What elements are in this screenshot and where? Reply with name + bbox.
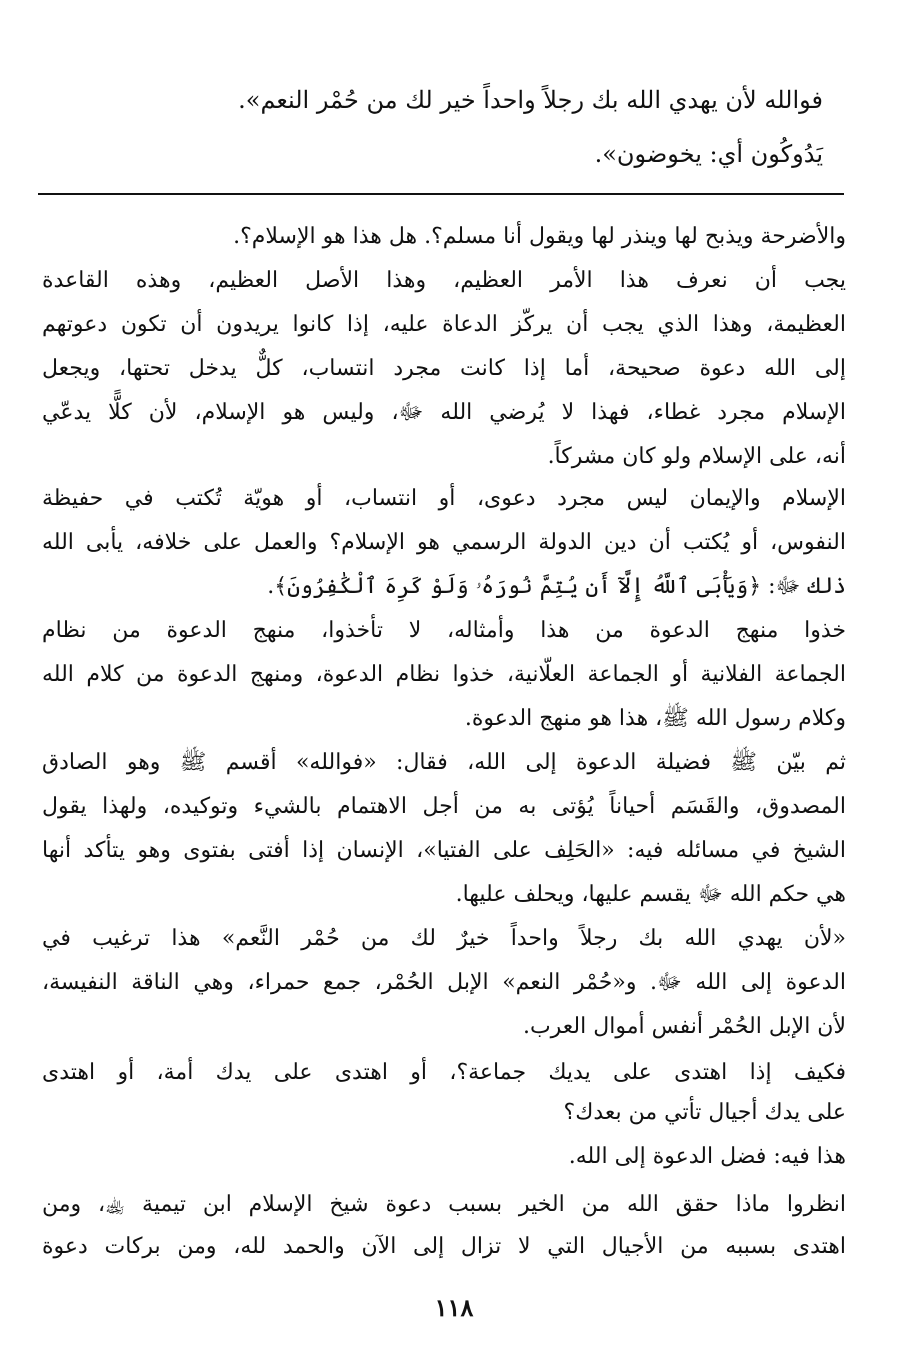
page-number: ١١٨ [434, 1293, 474, 1322]
body-line: أنه، على الإسلام ولو كان مشركاً. [547, 444, 846, 469]
body-line: لأن الإبل الحُمْر أنفس أموال العرب. [522, 1014, 846, 1039]
body-line: المصدوق، والقَسَم أحياناً يُؤتى به من أجل الاهتمام بالشيء وتوكيده، ولهذا يقول [42, 794, 846, 819]
body-line: ثم بيّن ﷺ فضيلة الدعوة إلى الله، فقال: «فوالله» أقسم ﷺ وهو الصادق [42, 750, 846, 775]
body-line: على يدك أجيال تأتي من بعدك؟ [563, 1100, 846, 1125]
body-line: إلى الله دعوة صحيحة، أما إذا كانت مجرد انتساب، كلٌّ يدخل تحتها، ويجعل [42, 356, 846, 381]
body-line: النفوس، أو يُكتب أن دين الدولة الرسمي هو الإسلام؟ والعمل على خلافه، يأبى الله [42, 530, 846, 555]
body-line: الدعوة إلى الله ﷻ. و«حُمْر النعم» الإبل الحُمْر، جمع حمراء، وهي الناقة النفيسة، [42, 970, 846, 995]
body-line: الإسلام والإيمان ليس مجرد دعوى، أو انتساب، أو هويّة تُكتب في حفيظة [42, 486, 846, 511]
body-line: والأضرحة ويذبح لها وينذر لها ويقول أنا مسلم؟. هل هذا هو الإسلام؟. [233, 224, 846, 249]
body-line: الإسلام مجرد غطاء، فهذا لا يُرضي الله ﷻ، وليس هو الإسلام، لأن كلًّا يدعّي [42, 400, 846, 425]
body-line: ذلك ﷻ: ﴿وَيَأْبَى ٱللَّهُ إِلَّآ أَن يُتِمَّ نُورَهُۥ وَلَوْ كَرِهَ ٱلْكَٰفِرُونَ﴾. [267, 574, 846, 599]
footnote-separator [38, 193, 844, 195]
body-line: الشيخ في مسائله فيه: «الحَلِف على الفتيا»، الإنسان إذا أفتى بفتوى وهو يتأكد أنها [42, 838, 846, 863]
body-line: خذوا منهج الدعوة من هذا وأمثاله، لا تأخذوا، منهج الدعوة من نظام [42, 618, 846, 643]
footnote-line: فوالله لأن يهدي الله بك رجلاً واحداً خير لك من حُمْر النعم». [238, 86, 823, 114]
body-line: «لأن يهدي الله بك رجلاً واحداً خيرٌ لك من حُمْر النَّعم» هذا ترغيب في [42, 926, 846, 951]
body-line: العظيمة، وهذا الذي يجب أن يركّز الدعاة عليه، إذا كانوا يريدون أن تكون دعوتهم [42, 312, 846, 337]
body-line: الجماعة الفلانية أو الجماعة العلّانية، خذوا نظام الدعوة، ومنهج الدعوة من كلام الله [42, 662, 846, 687]
body-line: انظروا ماذا حقق الله من الخير بسبب دعوة شيخ الإسلام ابن تيمية ﵀، ومن [42, 1192, 846, 1217]
body-line: وكلام رسول الله ﷺ، هذا هو منهج الدعوة. [464, 706, 846, 731]
body-line: هذا فيه: فضل الدعوة إلى الله. [568, 1144, 846, 1169]
body-line: يجب أن نعرف هذا الأمر العظيم، وهذا الأصل العظيم، وهذه القاعدة [42, 268, 846, 293]
body-line: هي حكم الله ﷻ يقسم عليها، ويحلف عليها. [455, 882, 846, 907]
body-line: فكيف إذا اهتدى على يديك جماعة؟، أو اهتدى على يدك أمة، أو اهتدى [42, 1060, 846, 1085]
body-line: اهتدى بسببه من الأجيال التي لا تزال إلى الآن والحمد لله، ومن بركات دعوة [42, 1234, 846, 1259]
footnote-line: يَدُوكُون أي: يخوضون». [594, 140, 823, 168]
